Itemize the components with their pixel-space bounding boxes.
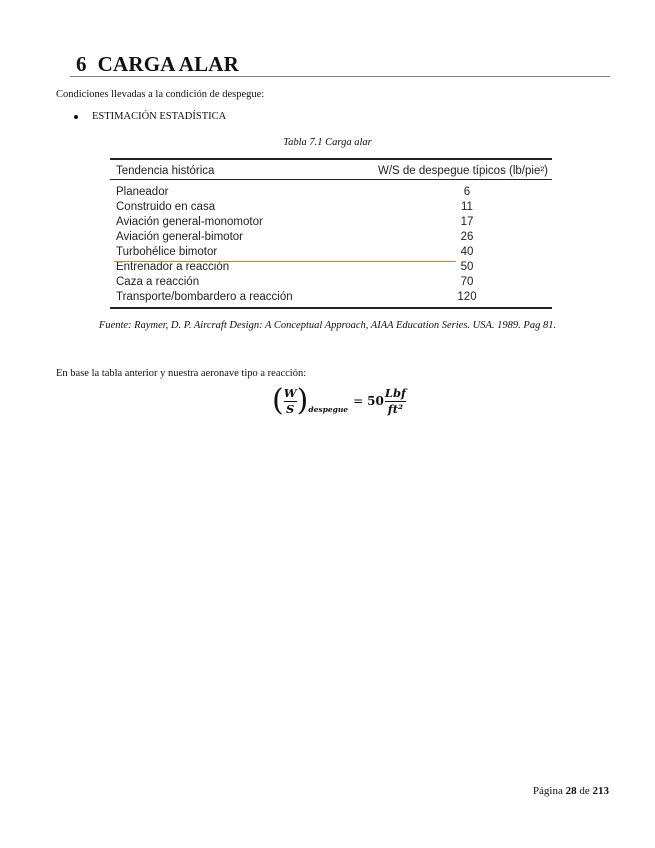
row-label: Entrenador a reacción [116, 260, 230, 273]
section-number: 6 [76, 52, 87, 76]
bullet-icon [74, 115, 78, 119]
unit-numerator: Lbf [384, 385, 406, 400]
table-row [110, 244, 552, 259]
section-title: CARGA ALAR [97, 52, 240, 76]
table-header-rule [110, 179, 552, 180]
table-caption: Tabla 7.1 Carga alar [283, 137, 372, 148]
table-row [110, 184, 552, 199]
footer-total-pages: 213 [592, 785, 609, 797]
equals-sign: = [353, 394, 364, 408]
header-trend: Tendencia histórica [116, 164, 215, 177]
row-value: 40 [460, 245, 474, 258]
row-value: 17 [460, 215, 474, 228]
fraction-numerator: W [283, 385, 297, 400]
row-label: Construido en casa [116, 200, 216, 213]
table-header-row [110, 162, 552, 179]
wing-load-formula [272, 383, 406, 418]
row-value: 6 [463, 185, 471, 198]
row-label: Caza a reacción [116, 275, 200, 288]
table-row [110, 289, 552, 304]
row-value: 120 [457, 290, 477, 303]
row-label: Aviación general-monomotor [116, 215, 263, 228]
footer-prefix: Página [532, 785, 563, 797]
row-label: Aviación general-bimotor [116, 230, 243, 243]
header-ws: W/S de despegue típicos (lb/pie²) [377, 164, 548, 177]
source-citation: Fuente: Raymer, D. P. Aircraft Design: A Conceptual Approach, AIAA Education Series. USA. 1989. Pag 81. [98, 320, 557, 331]
table-bottom-rule-2 [110, 308, 552, 311]
row-label: Planeador [116, 185, 169, 198]
footer-middle: de [579, 785, 590, 797]
bullet-item [74, 111, 226, 122]
conditions-paragraph: Condiciones llevadas a la condición de despegue: [56, 89, 265, 100]
row-label: Transporte/bombardero a reacción [116, 290, 293, 303]
basis-paragraph: En base la tabla anterior y nuestra aeronave tipo a reacción: [56, 368, 307, 379]
ws-fraction [284, 387, 297, 416]
row-value: 50 [460, 260, 474, 273]
page-footer [533, 785, 609, 797]
bullet-label: ESTIMACIÓN ESTADÍSTICA [92, 111, 227, 122]
right-paren: ) [296, 383, 309, 418]
row-label: Turbohélice bimotor [116, 245, 218, 258]
unit-fraction [385, 387, 406, 416]
heading-divider [70, 76, 610, 77]
section-heading [76, 52, 239, 77]
fraction-denominator: S [286, 401, 295, 416]
highlight-strike-line [114, 261, 456, 262]
formula-coefficient: 50 [367, 394, 384, 408]
table-row [110, 229, 552, 244]
table-row [110, 214, 552, 229]
row-value: 26 [460, 230, 474, 243]
row-value: 70 [460, 275, 474, 288]
left-paren: ( [272, 383, 284, 418]
row-value: 11 [461, 200, 473, 213]
unit-denominator: ft² [387, 401, 404, 416]
footer-current-page: 28 [565, 785, 577, 797]
formula-subscript: despegue [308, 405, 349, 414]
wing-load-table [110, 158, 552, 311]
table-row [110, 199, 552, 214]
table-row [110, 274, 552, 289]
